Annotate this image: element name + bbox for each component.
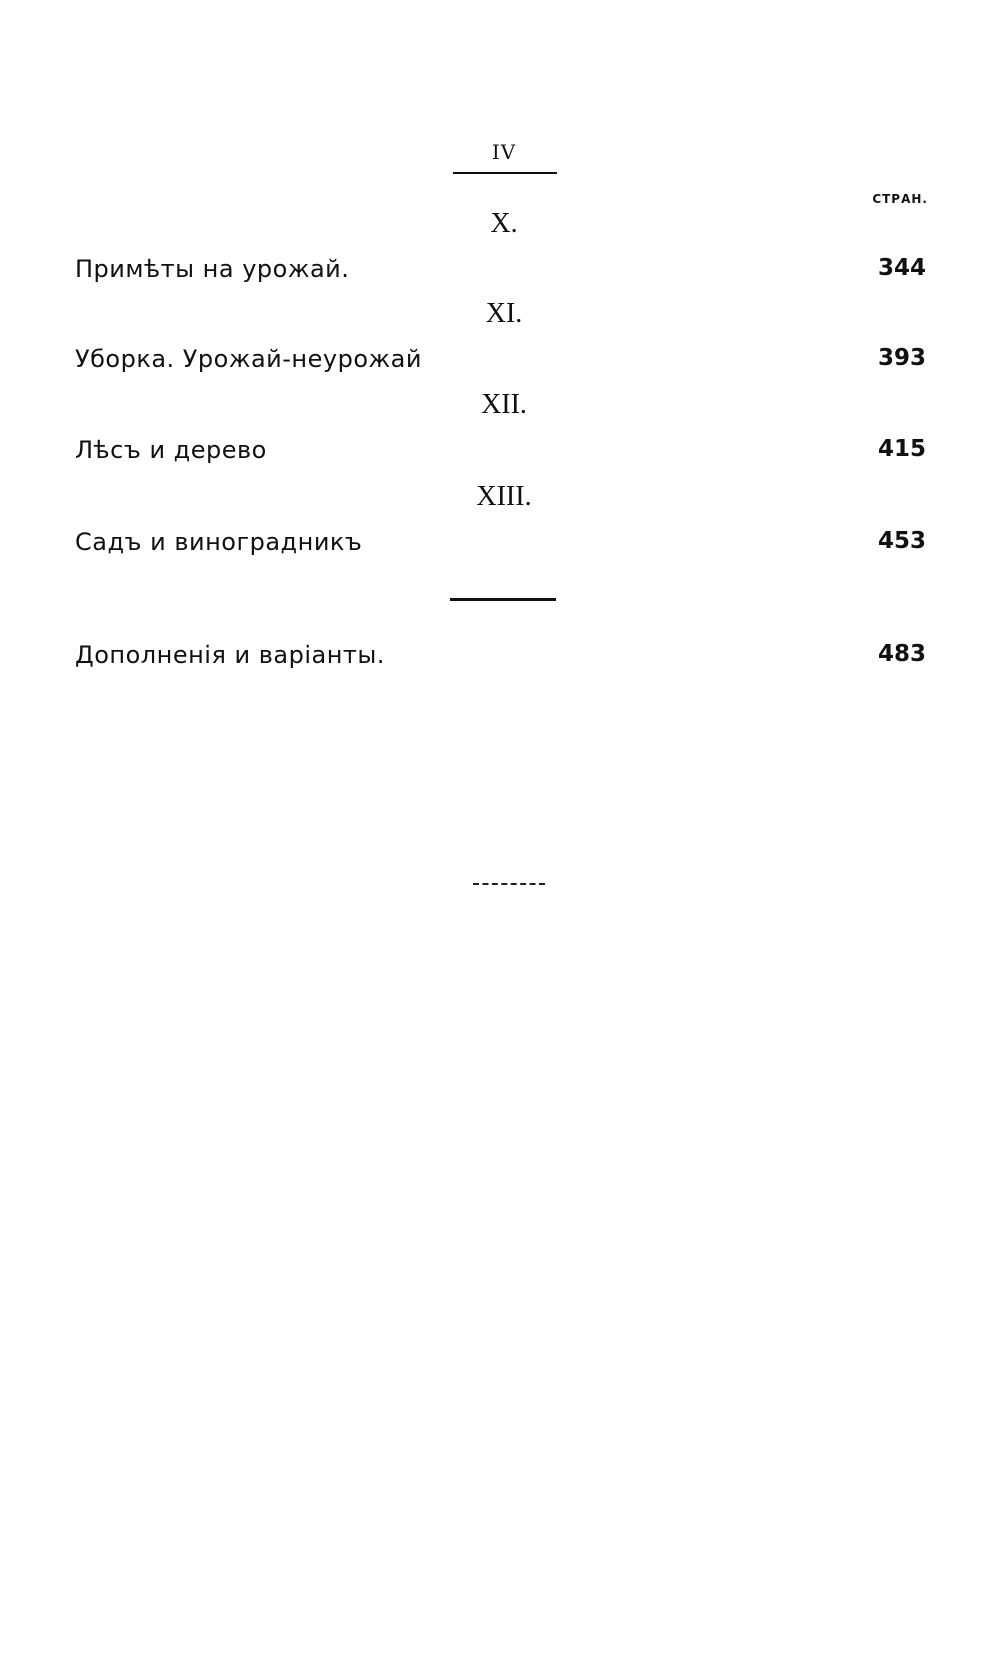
toc-entry-title: Уборка. Урожай-неурожай: [75, 345, 422, 373]
end-rule: [473, 883, 545, 885]
section-numeral-xi: XI.: [485, 298, 523, 329]
section-numeral-x: X.: [490, 208, 518, 239]
toc-entry-page: 344: [877, 255, 926, 281]
section-divider: [450, 598, 556, 601]
header-rule: [453, 172, 557, 174]
page-column-heading: СТРАН.: [872, 192, 928, 206]
toc-appendix-page: 483: [877, 641, 926, 667]
section-numeral-xiii: XIII.: [476, 481, 532, 512]
toc-entry-page: 415: [877, 436, 926, 462]
toc-entry-page: 393: [877, 345, 926, 371]
toc-entry-title: Садъ и виноградникъ: [75, 528, 363, 556]
page-number: IV: [491, 140, 517, 164]
toc-entry-title: Примѣты на урожай.: [75, 255, 350, 283]
toc-appendix-title: Дополненія и варіанты.: [75, 641, 385, 669]
toc-entry-page: 453: [877, 528, 926, 554]
section-numeral-xii: XII.: [481, 389, 527, 420]
toc-entry-title: Лѣсъ и дерево: [75, 436, 267, 464]
